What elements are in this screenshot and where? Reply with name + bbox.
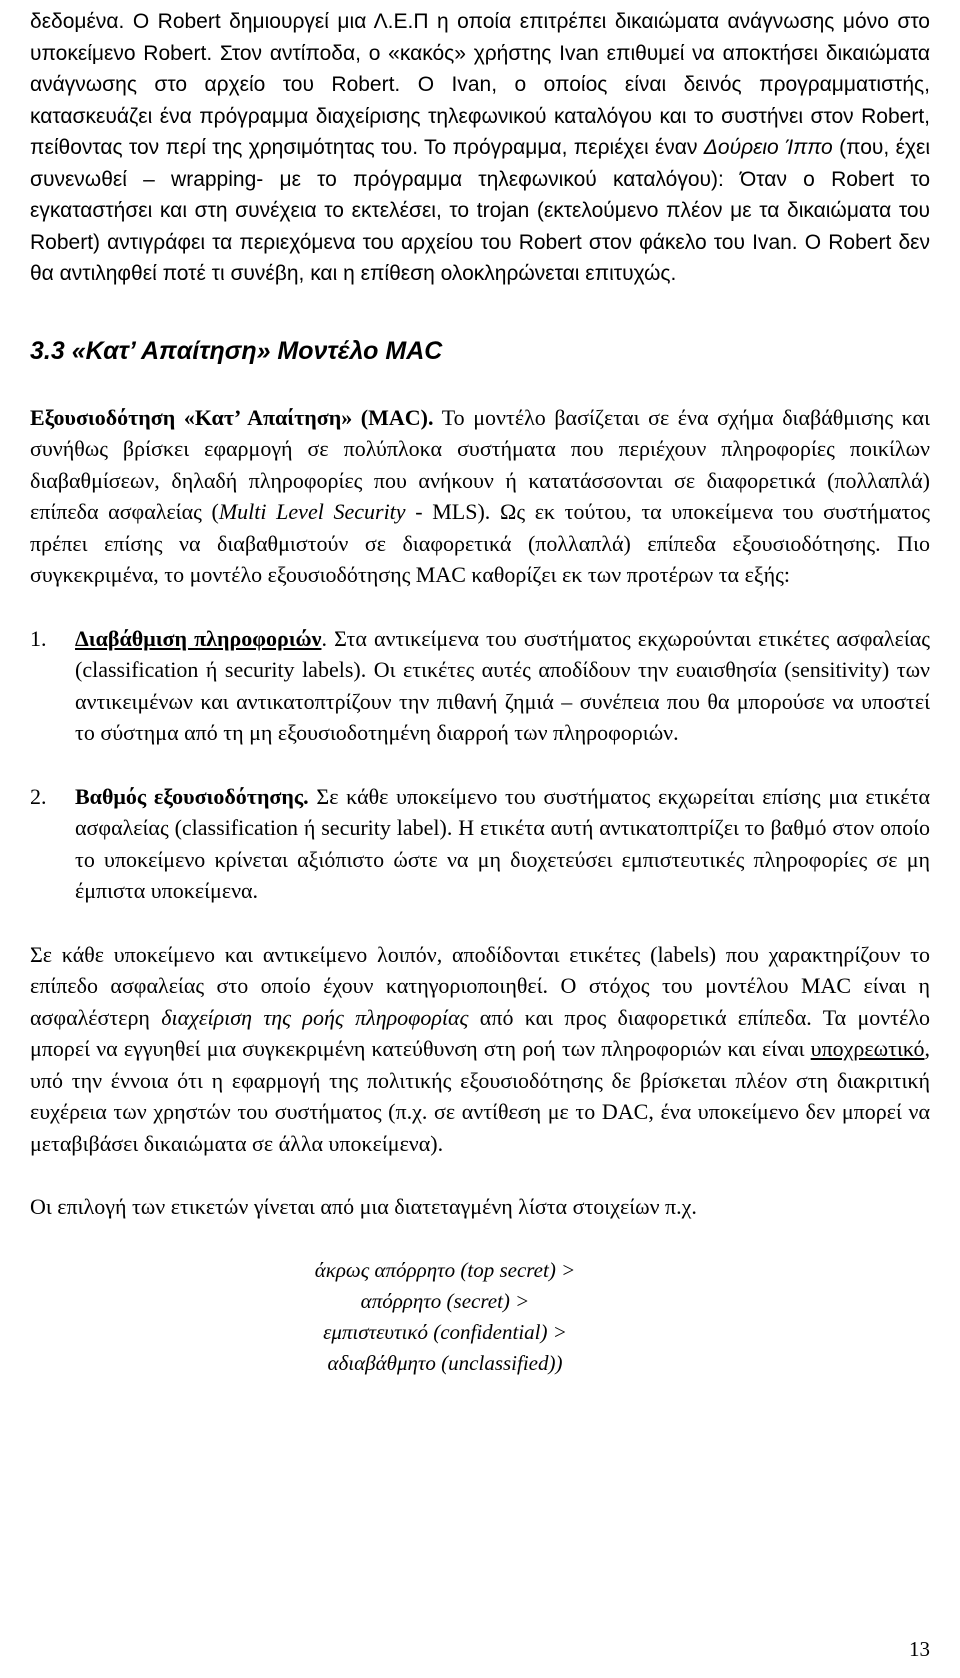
list-title: Διαβάθμιση πληροφοριών xyxy=(75,625,322,651)
labels-paragraph xyxy=(30,939,930,1160)
list-item xyxy=(30,623,930,749)
labels-text-2: από και προς διαφορετικά επίπεδα. Τα μοντέλο μπορεί να εγγυηθεί μια συγκεκριμένη κατεύθυνση στη ροή των πληροφοριών και είναι xyxy=(30,1004,930,1061)
intro-paragraph xyxy=(30,6,930,290)
list-body xyxy=(75,623,930,749)
scale-level: άκρως απόρρητο (top secret) > xyxy=(314,1257,576,1282)
list-text: . Στα αντικείμενα του συστήματος εκχωρούνται ετικέτες ασφαλείας (classification ή security labels). Οι ετικέτες αυτές αποδίδουν την ευαισθησία (sensitivity) των αντικειμένων και αντικατοπτρίζουν την πιθανή ζημιά – συνέπεια που θα μπορούσε να υποστεί το σύστημα από τη μη εξουσιοδοτημένη διαρροή των πληροφοριών. xyxy=(75,625,930,745)
mac-paragraph xyxy=(30,402,930,591)
intro-text-2: (που, έχει συνενωθεί – wrapping- με το πρόγραμμα τηλεφωνικού καταλόγου): Όταν ο Robert το εγκαταστήσει και στη συνέχεια το εκτελέσει, το trojan (εκτελούμενο πλέον με τα δικαιώματα του Robert) αντιγράφει τα περιεχόμενα του αρχείου του Robert στον φάκελο του Ivan. Ο Robert δεν θα αντιληφθεί ποτέ τι συνέβη, και η επίθεση ολοκληρώνεται επιτυχώς. xyxy=(30,136,931,285)
page-number: 13 xyxy=(909,1637,930,1661)
choice-paragraph: Οι επιλογή των ετικετών γίνεται από μια διατεταγμένη λίστα στοιχείων π.χ. xyxy=(30,1194,697,1219)
mac-text-2: - MLS). Ως εκ τούτου, τα υποκείμενα του συστήματος πρέπει επίσης να διαβαθμιστούν σε διαφορετικά (πολλαπλά) επίπεδα εξουσιοδότησης. Πιο συγκεκριμένα, το μοντέλο εξουσιοδότησης MAC καθορίζει εκ των προτέρων τα εξής: xyxy=(30,499,931,587)
intro-text-1: δεδομένα. Ο Robert δημιουργεί μια Λ.Ε.Π η οποία επιτρέπει δικαιώματα ανάγνωσης μόνο στο υποκείμενο Robert. Στον αντίποδα, ο «κακός» χρήστης Ivan επιθυμεί να αποκτήσει δικαιώματα ανάγνωσης στο αρχείο του Robert. Ο Ivan, ο οποίος είναι δεινός προγραμματιστής, κατασκευάζει ένα πρόγραμμα διαχείρισης τηλεφωνικού καταλόγου και το συστήνει στον Robert, πείθοντας τον περί της χρησιμότητας του. Το πρόγραμμα, περιέχει έναν xyxy=(30,10,930,159)
mandatory-term: υποχρεωτικό xyxy=(810,1036,925,1061)
labels-text-3: , υπό την έννοια ότι η εφαρμογή της πολιτικής εξουσιοδότησης δε βρίσκεται πλέον στη διακριτική ευχέρεια των χρηστών του συστήματος (π.χ. σε αντίθεση με το DAC, ένα υποκείμενο δεν μπορεί να μεταβιβάσει δικαιώματα σε άλλα υποκείμενα). xyxy=(30,1036,930,1156)
mac-text-1: Το μοντέλο βασίζεται σε ένα σχήμα διαβάθμισης και συνήθως βρίσκει εφαρμογή σε πολύπλοκα συστήματα που περιέχουν πληροφορίες ποικίλων διαβαθμίσεων, δηλαδή πληροφορίες που ανήκουν ή κατατάσσονται σε διαφορετικά (πολλαπλά) επίπεδα ασφαλείας ( xyxy=(30,404,930,524)
scale-level: αδιαβάθμητο (unclassified)) xyxy=(327,1350,563,1375)
scale-level: εμπιστευτικό (confidential) > xyxy=(323,1319,567,1344)
section-heading: 3.3 «Κατ’ Απαίτηση» Μοντέλο MAC xyxy=(30,336,443,365)
list-number: 2. xyxy=(30,783,47,809)
list-title: Βαθμός εξουσιοδότησης. xyxy=(75,783,309,809)
scale-level: απόρρητο (secret) > xyxy=(360,1288,530,1313)
trojan-term: Δούρειο Ίππο xyxy=(703,136,833,159)
labels-text-1: Σε κάθε υποκείμενο και αντικείμενο λοιπόν, αποδίδονται ετικέτες (labels) που χαρακτηρίζουν το επίπεδο ασφαλείας στο οποίο έχουν κατηγοριοποιηθεί. Ο στόχος του μοντέλου MAC είναι η ασφαλέστερη xyxy=(30,941,930,1030)
mac-lead: Εξουσιοδότηση «Κατ’ Απαίτηση» (MAC). xyxy=(30,404,434,430)
document-page xyxy=(30,6,930,1379)
list-body xyxy=(75,781,930,907)
classification-scale xyxy=(30,1255,930,1379)
list-item xyxy=(30,781,930,907)
list-number: 1. xyxy=(30,625,47,651)
mls-term: Multi Level Security xyxy=(218,499,406,524)
list-text: Σε κάθε υποκείμενο του συστήματος εκχωρείται επίσης μια ετικέτα ασφαλείας (classification ή security label). Η ετικέτα αυτή αντικατοπτρίζει το βαθμό στον οποίο το υποκείμενο κρίνεται αξιόπιστο ώστε να μη διοχετεύσει εμπιστευτικές πληροφορίες σε μη έμπιστα υποκείμενα. xyxy=(75,783,931,903)
flow-term: διαχείριση της ροής πληροφορίας xyxy=(161,1004,469,1030)
